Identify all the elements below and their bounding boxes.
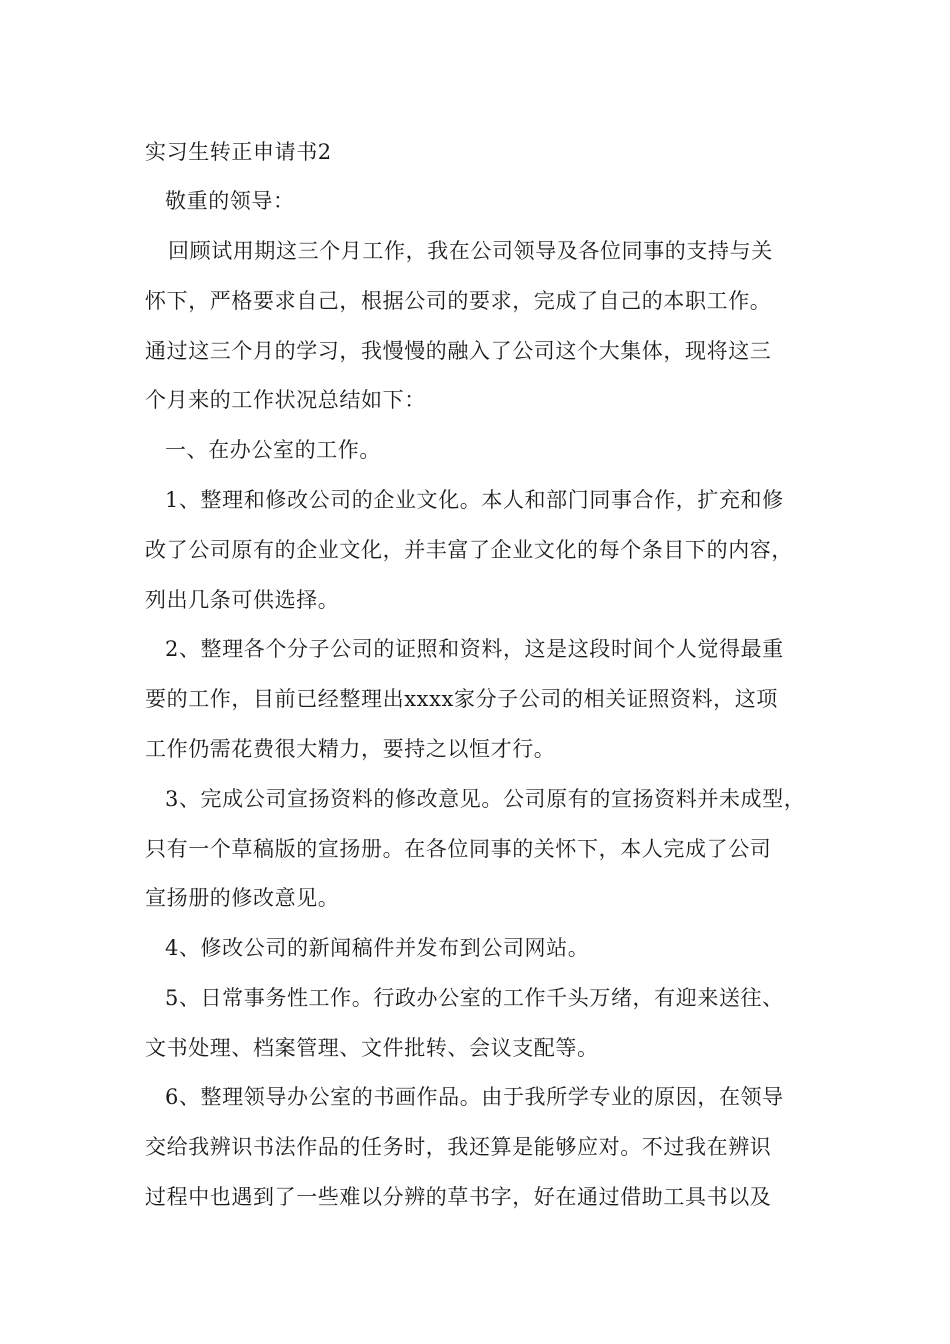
paragraph-line: 文书处理、档案管理、文件批转、会议支配等。: [145, 1036, 599, 1060]
list-item-line: 6、整理领导办公室的书画作品。由于我所学专业的原因，在领导: [165, 1085, 784, 1109]
section-heading: 一、在办公室的工作。: [165, 438, 381, 462]
paragraph-line: 回顾试用期这三个月工作，我在公司领导及各位同事的支持与关: [168, 239, 773, 263]
paragraph-line: 交给我辨识书法作品的任务时，我还算是能够应对。不过我在辨识: [145, 1135, 772, 1159]
paragraph-line: 工作仍需花费很大精力，要持之以恒才行。: [145, 737, 556, 761]
list-item-line: 4、修改公司的新闻稿件并发布到公司网站。: [165, 936, 590, 960]
paragraph-line: 通过这三个月的学习，我慢慢的融入了公司这个大集体，现将这三: [145, 339, 772, 363]
paragraph-line: 列出几条可供选择。: [145, 588, 340, 612]
salutation: 敬重的领导：: [165, 189, 295, 213]
paragraph-line: 个月来的工作状况总结如下：: [145, 388, 426, 412]
paragraph-line: 过程中也遇到了一些难以分辨的草书字，好在通过借助工具书以及: [145, 1185, 772, 1209]
paragraph-line: 怀下，严格要求自己，根据公司的要求，完成了自己的本职工作。: [145, 289, 772, 313]
paragraph-line: 只有一个草稿版的宣扬册。在各位同事的关怀下，本人完成了公司: [145, 837, 772, 861]
paragraph-line: 改了公司原有的企业文化，并丰富了企业文化的每个条目下的内容，: [145, 538, 793, 562]
list-item-line: 5、日常事务性工作。行政办公室的工作千头万绪，有迎来送往、: [165, 986, 784, 1010]
paragraph-line: 要的工作，目前已经整理出xxxx家分子公司的相关证照资料，这项: [145, 687, 778, 711]
list-item-line: 3、完成公司宣扬资料的修改意见。公司原有的宣扬资料并未成型，: [165, 787, 806, 811]
paragraph-line: 宣扬册的修改意见。: [145, 886, 340, 910]
list-item-line: 2、整理各个分子公司的证照和资料，这是这段时间个人觉得最重: [165, 637, 784, 661]
document-title: 实习生转正申请书2: [145, 140, 332, 164]
list-item-line: 1、整理和修改公司的企业文化。本人和部门同事合作，扩充和修: [165, 488, 784, 512]
